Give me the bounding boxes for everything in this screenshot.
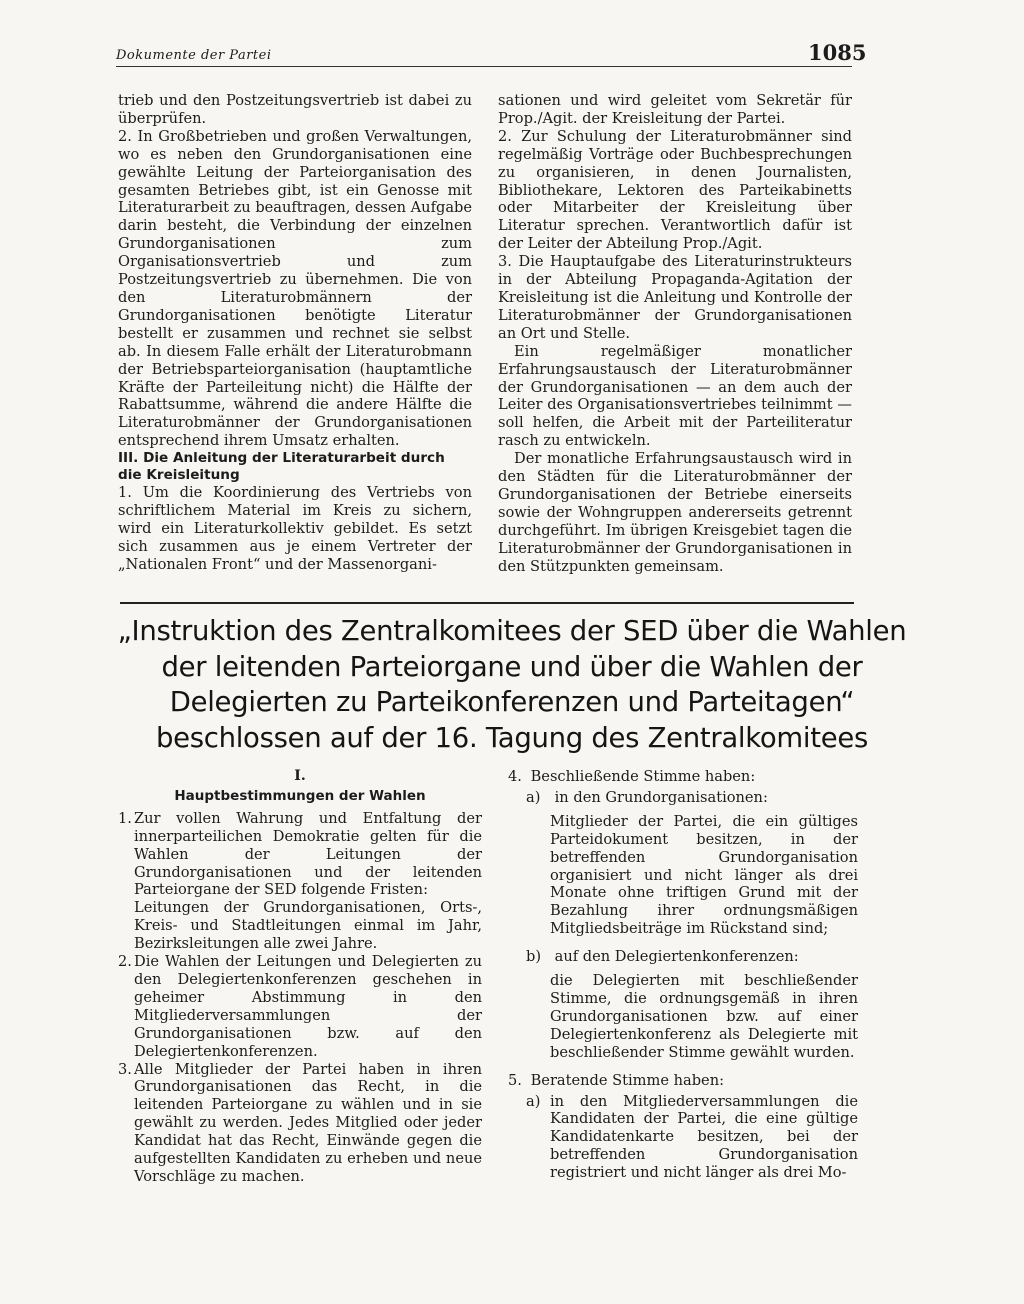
sub-item-label: in den Grundorganisationen: (554, 788, 768, 806)
item-text: Zur vollen Wahrung und Entfaltung der innerparteilichen Demokratie gelten für die Wahlen der Leitungen der Grundorganisationen und der leitenden Parteiorgane der SED folgende Fristen: (134, 809, 482, 899)
list-item (118, 1061, 482, 1186)
item-text: Beschließende Stimme haben: (530, 768, 756, 785)
section-number: I. (294, 768, 306, 784)
sub-item-label: auf den Delegiertenkonferenzen: (554, 948, 799, 966)
sub-item-letter: a) (526, 788, 541, 806)
page-number: 1085 (808, 40, 867, 65)
item-continuation: Leitungen der Grundorganisationen, Orts-, Kreis- und Stadtleitungen einmal im Jahr, Bezirksleitungen alle zwei Jahre. (134, 899, 482, 953)
list-item (508, 768, 858, 786)
section-heading: Hauptbestimmungen der Wahlen (174, 787, 426, 804)
lower-right-column (508, 768, 858, 1188)
paragraph: sationen und wird geleitet vom Sekretär für Prop./Agit. der Kreisleitung der Partei. (498, 92, 852, 127)
item-number: 4. (508, 768, 522, 785)
paragraph: Der monatliche Erfahrungsaustausch wird in den Städten für die Literaturobmänner der Grundorganisationen der Betriebe einerseits sowie der Wohngruppen andererseits getrennt durchgeführt. Im übrigen Kreisgebiet tagen die Literaturobmänner der Grundorganisationen in den Stützpunkten gemeinsam. (498, 450, 852, 575)
title-line: Delegierten zu Parteikonferenzen und Parteitagen“ (169, 686, 855, 718)
item-number: 2. (118, 953, 132, 971)
title-line: der leitenden Parteiorgane und über die Wahlen der (161, 650, 863, 683)
title-line: beschlossen auf der 16. Tagung des Zentralkomitees (155, 721, 869, 754)
item-number: 3. (118, 1060, 132, 1078)
sub-item-body: die Delegierten mit beschließender Stimme, die ordnungsgemäß in ihren Grundorganisationen bzw. auf einer Delegiertenkonferenz als Delegierte mit beschließender Stimme gewählt wurden. (550, 972, 858, 1061)
sub-item-body: in den Mitgliederversammlungen die Kandidaten der Partei, die eine gültige Kandidatenkarte besitzen, bei der betreffenden Grundorganisation registriert und nicht länger als drei Mo- (550, 1092, 858, 1182)
paragraph: 2. In Großbetrieben und großen Verwaltungen, wo es neben den Grundorganisationen eine gewählte Leitung der Parteiorganisation des gesamten Betriebes gibt, ist ein Genosse mit Literaturarbeit zu beauftragen, dessen Aufgabe darin besteht, die Verbindung der einzelnen Grundorganisationen zum Organisationsvertrieb und zum Postzeitungsvertrieb zu übernehmen. Die von den Literaturobmännern der Grundorganisationen benötigte Literatur bestellt er zusammen und rechnet sie selbst ab. In diesem Falle erhält der Literaturobmann der Betriebsparteiorganisation (hauptamtliche Kräfte der Parteileitung nicht) die Hälfte der Rabattsumme, während die andere Hälfte die Literaturobmänner der Grundorganisationen entsprechend ihrem Umsatz erhalten. (118, 127, 472, 450)
section-heading: III. Die Anleitung der Literaturarbeit durch die Kreisleitung (118, 450, 445, 484)
item-text: Die Wahlen der Leitungen und Delegierten zu den Delegiertenkonferenzen geschehen in geheimer Abstimmung in den Mitgliederversammlungen der Grundorganisationen bzw. auf den Delegiertenkonferenzen. (134, 953, 482, 1060)
paragraph: trieb und den Postzeitungsvertrieb ist dabei zu überprüfen. (118, 92, 472, 127)
item-text: Beratende Stimme haben: (530, 1071, 725, 1089)
sub-item (508, 1093, 858, 1183)
right-column (498, 92, 852, 575)
left-column (118, 92, 472, 574)
lower-left-column (118, 768, 482, 1186)
list-item (118, 953, 482, 1060)
paragraph: 1. Um die Koordinierung des Vertriebs von schriftlichem Material im Kreis zu sichern, wird ein Literaturkollektiv gebildet. Es setzt sich zusammen aus je einem Vertreter der „Nationalen Front“ und der Massenorgani- (118, 484, 472, 573)
sub-item-letter: b) (526, 948, 542, 966)
paragraph: Ein regelmäßiger monatlicher Erfahrungsaustausch der Literaturobmänner der Grundorganisationen — an dem auch der Leiter des Organisationsvertriebes teilnimmt — soll helfen, die Arbeit mit der Parteiliteratur rasch zu entwickeln. (498, 342, 852, 450)
running-title: Dokumente der Partei (116, 48, 272, 63)
sub-item-letter: a) (526, 1092, 541, 1110)
paragraph: 2. Zur Schulung der Literaturobmänner sind regelmäßig Vorträge oder Buchbesprechungen zu organisieren, in denen Journalisten, Bibliothekare, Lektoren des Parteikabinetts oder Mitarbeiter der Kreisleitung über Literatur sprechen. Verantwortlich dafür ist der Leiter der Abteilung Prop./Agit. (498, 127, 852, 253)
document-title (96, 614, 928, 756)
title-line: „Instruktion des Zentralkomitees der SED über die Wahlen (117, 615, 907, 647)
sub-item-body: Mitglieder der Partei, die ein gültiges Parteidokument besitzen, in der betreffenden Grundorganisation organisiert und nicht länger als drei Monate ohne triftigen Grund mit der Bezahlung ihrer ordnungsmäßigen Mitgliedsbeiträge im Rückstand sind; (550, 812, 858, 938)
item-number: 1. (118, 809, 132, 827)
list-item (508, 1072, 858, 1090)
item-number: 5. (508, 1071, 522, 1089)
sub-item (508, 948, 858, 966)
sub-item (508, 789, 858, 807)
paragraph: 3. Die Hauptaufgabe des Literaturinstrukteurs in der Abteilung Propaganda-Agitation der Kreisleitung ist die Anleitung und Kontrolle der Literaturobmänner der Grundorganisationen an Ort und Stelle. (498, 253, 852, 342)
item-text: Alle Mitglieder der Partei haben in ihren Grundorganisationen das Recht, in die leitenden Parteiorgane zu wählen und in sie gewählt zu werden. Jedes Mitglied oder jeder Kandidat hat das Recht, Einwände gegen die aufgestellten Kandidaten zu erheben und neue Vorschläge zu machen. (134, 1060, 482, 1185)
section-divider (120, 602, 854, 604)
header-rule (116, 66, 852, 67)
list-item (118, 810, 482, 900)
